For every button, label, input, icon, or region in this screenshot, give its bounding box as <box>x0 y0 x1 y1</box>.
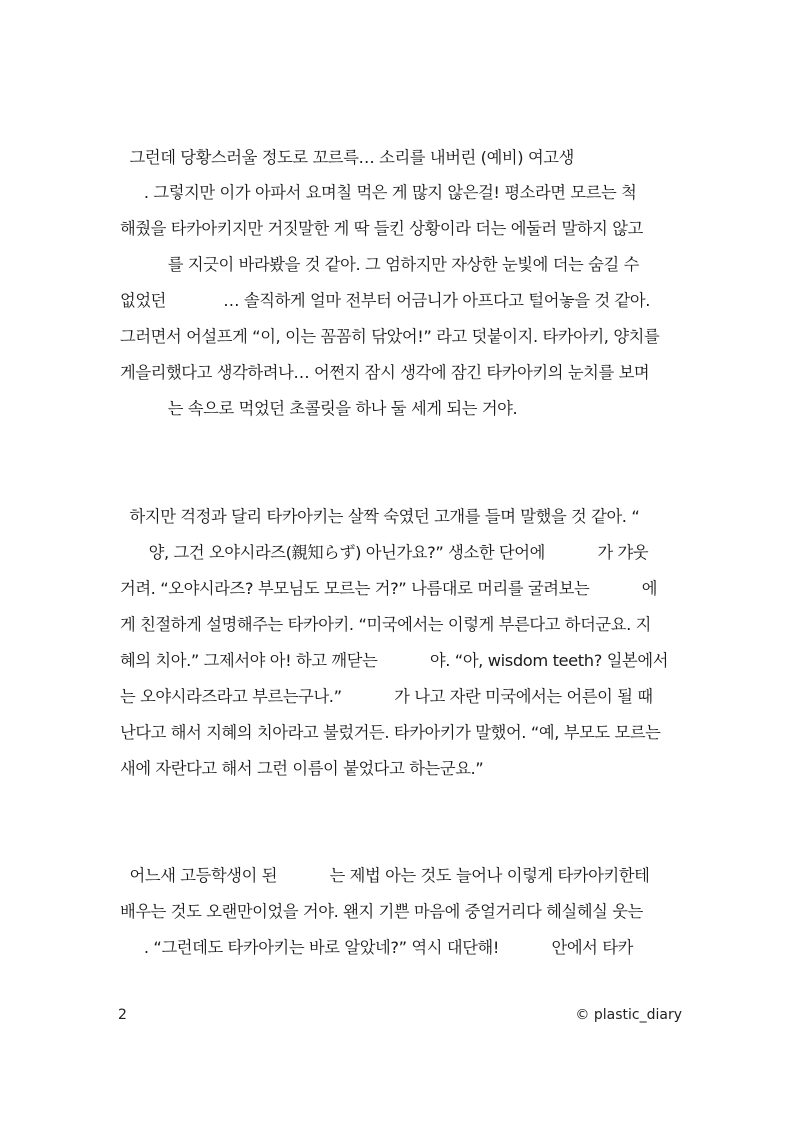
paragraph-1-line-4: 를 지긋이 바라봤을 것 같아. 그 엄하지만 자상한 눈빛에 더는 숨길 수 <box>120 255 639 274</box>
paragraph-2-line-7: 난다고 해서 지혜의 치아라고 불렀거든. 타카아키가 말했어. “예, 부모도 모르는 <box>120 723 661 742</box>
paragraph-3-line-2: 배우는 것도 오랜만이었을 거야. 왠지 기쁜 마음에 중얼거리다 헤실헤실 웃는 <box>120 902 643 921</box>
paragraph-2-line-8: 새에 자란다고 해서 그런 이름이 붙었다고 하는군요.” <box>120 759 484 778</box>
paragraph-2-line-6: 는 오야시라즈라고 부르는구나.” 가 나고 자란 미국에서는 어른이 될 때 <box>120 687 653 706</box>
page-number: 2 <box>118 1007 127 1023</box>
paragraph-1-line-3: 해줬을 타카아키지만 거짓말한 게 딱 들킨 상황이라 더는 에둘러 말하지 않고 <box>120 219 643 238</box>
author-credit: © plastic_diary <box>575 1007 682 1023</box>
paragraph-1-line-7: 게을리했다고 생각하려나… 어쩐지 잠시 생각에 잠긴 타카아키의 눈치를 보며 <box>120 363 650 382</box>
paragraph-2-line-1: 하지만 걱정과 달리 타카아키는 살짝 숙였던 고개를 들며 말했을 것 같아. “ <box>120 507 640 526</box>
paragraph-3-line-1: 어느새 고등학생이 된 는 제법 아는 것도 늘어나 이렇게 타카아키한테 <box>120 866 650 885</box>
paragraph-2-line-2: 양, 그건 오야시라즈(親知らず) 아닌가요?” 생소한 단어에 가 갸웃 <box>120 543 649 562</box>
paragraph-3-line-3: . “그런데도 타카아키는 바로 알았네?” 역시 대단해! 안에서 타카 <box>120 938 633 957</box>
paragraph-1-line-6: 그러면서 어설프게 “이, 이는 꼼꼼히 닦았어!” 라고 덧붙이지. 타카아키, 양치를 <box>120 327 660 346</box>
paragraph-2-line-5: 혜의 치아.” 그제서야 아! 하고 깨닫는 야. “아, wisdom teeth? 일본에서 <box>120 651 669 670</box>
paragraph-1-line-2: . 그렇지만 이가 아파서 요며칠 먹은 게 많지 않은걸! 평소라면 모르는 척 <box>120 183 637 202</box>
paragraph-2-line-3: 거려. “오야시라즈? 부모님도 모르는 거?” 나름대로 머리를 굴려보는 에 <box>120 579 658 598</box>
paragraph-1-line-8: 는 속으로 먹었던 초콜릿을 하나 둘 세게 되는 거야. <box>120 399 518 418</box>
paragraph-1-line-5: 없었던 … 솔직하게 얼마 전부터 어금니가 아프다고 털어놓을 것 같아. <box>120 291 651 310</box>
paragraph-1-line-1: 그런데 당황스러울 정도로 꼬르륵… 소리를 내버린 (예비) 여고생 <box>120 148 574 167</box>
paragraph-2-line-4: 게 친절하게 설명해주는 타카아키. “미국에서는 이렇게 부른다고 하더군요. 지 <box>120 615 651 634</box>
